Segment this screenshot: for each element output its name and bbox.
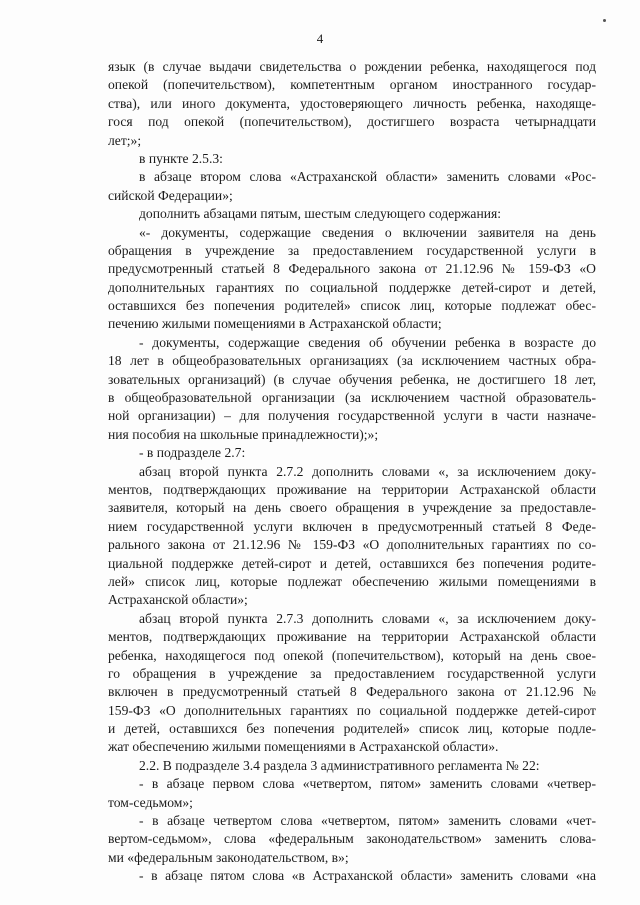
text-line: Астраханской области»;	[108, 592, 248, 608]
text-line: дополнить абзацами пятым, шестым следующего содержания:	[139, 206, 502, 222]
text-line: лей» список лиц, которые подлежат обеспечению жилыми помещениями в	[108, 573, 596, 589]
text-line: сийской Федерации»;	[108, 187, 233, 203]
text-line: - в подразделе 2.7:	[139, 445, 246, 461]
text-line: 2.2. В подразделе 3.4 раздела 3 административного регламента № 22:	[139, 757, 540, 773]
text-line: рального закона от 21.12.96 № 159-ФЗ «О дополнительных гарантиях по со-	[108, 537, 596, 553]
text-line: ния пособия на школьные принадлежности);»;	[108, 426, 379, 442]
scan-speck	[603, 19, 606, 22]
text-line: ментов, подтверждающих проживание на территории Астраханской области	[108, 629, 596, 645]
document-body-text	[108, 58, 596, 886]
text-line: ребенка, находящегося под опекой (попечительством), который на день свое-	[108, 647, 596, 663]
text-line: и детей, оставшихся без попечения родителей» список лиц, которые подле-	[108, 721, 596, 737]
text-line: ства), или иного документа, удостоверяющего личность ребенка, находяще-	[108, 95, 596, 111]
text-line: жат обеспечению жилыми помещениями в Астраханской области».	[108, 739, 499, 755]
text-line: го обращения в учреждение за предоставлением государственной услуги	[108, 665, 596, 681]
text-line: в общеобразовательной организации (за исключением частной образователь-	[108, 390, 596, 406]
text-line: абзац второй пункта 2.7.2 дополнить словами «, за исключением доку-	[139, 463, 596, 479]
text-line: в абзаце втором слова «Астраханской области» заменить словами «Рос-	[139, 169, 596, 185]
text-line: нием государственной услуги включен в предусмотренный статьей 8 Феде-	[108, 518, 596, 534]
text-line: 159-ФЗ «О дополнительных гарантиях по социальной поддержке детей-сирот	[108, 702, 596, 718]
text-line: оставшихся без попечения родителей» список лиц, которые подлежат обес-	[108, 298, 596, 314]
text-line: включен в предусмотренный статьей 8 Федерального закона от 21.12.96 №	[108, 684, 596, 700]
text-line: - документы, содержащие сведения об обучении ребенка в возрасте до	[139, 334, 596, 350]
text-line: «- документы, содержащие сведения о включении заявителя на день	[139, 224, 596, 240]
text-line: вертом-седьмом», слова «федеральным законодательством» заменить слова-	[108, 831, 596, 847]
text-line: в пункте 2.5.3:	[139, 150, 223, 166]
text-line: абзац второй пункта 2.7.3 дополнить словами «, за исключением доку-	[139, 610, 596, 626]
text-line: ной организации) – для получения государственной услуги в части назначе-	[108, 408, 596, 424]
text-line: том-седьмом»;	[108, 794, 193, 810]
text-line: обращения в учреждение за предоставлением государственной услуги в	[108, 242, 596, 258]
text-line: опекой (попечительством), компетентным органом иностранного государ-	[108, 77, 596, 93]
text-line: язык (в случае выдачи свидетельства о рождении ребенка, находящегося под	[108, 59, 596, 74]
text-line: циальной поддержке детей-сирот и детей, оставшихся без попечения родите-	[108, 555, 596, 571]
text-line: лет;»;	[108, 132, 142, 148]
text-line: ми «федеральным законодательством, в»;	[108, 849, 349, 865]
text-line: ментов, подтверждающих проживание на территории Астраханской области	[108, 481, 596, 497]
text-line: печению жилыми помещениями в Астраханской области;	[108, 316, 442, 332]
text-line: дополнительных гарантиях по социальной поддержке детей-сирот и детей,	[108, 279, 596, 295]
text-line: зовательных организаций) (в случае обучения ребенка, не достигшего 18 лет,	[108, 371, 596, 387]
text-line: - в абзаце четвертом слова «четвертом, пятом» заменить словами «чет-	[139, 813, 596, 829]
text-line: - в абзаце первом слова «четвертом, пятом» заменить словами «четвер-	[139, 776, 596, 792]
text-line: предусмотренный статьей 8 Федерального закона от 21.12.96 № 159-ФЗ «О	[108, 261, 596, 277]
text-line: 18 лет в общеобразовательных организациях (за исключением частных обра-	[108, 353, 596, 369]
text-line: - в абзаце пятом слова «в Астраханской области» заменить словами «на	[139, 868, 596, 884]
text-line: гося под опекой (попечительством), достигшего возраста четырнадцати	[108, 114, 596, 130]
page-number: 4	[316, 31, 324, 46]
text-line: заявителя, который на день своего обращения в учреждение за предоставле-	[108, 500, 596, 516]
